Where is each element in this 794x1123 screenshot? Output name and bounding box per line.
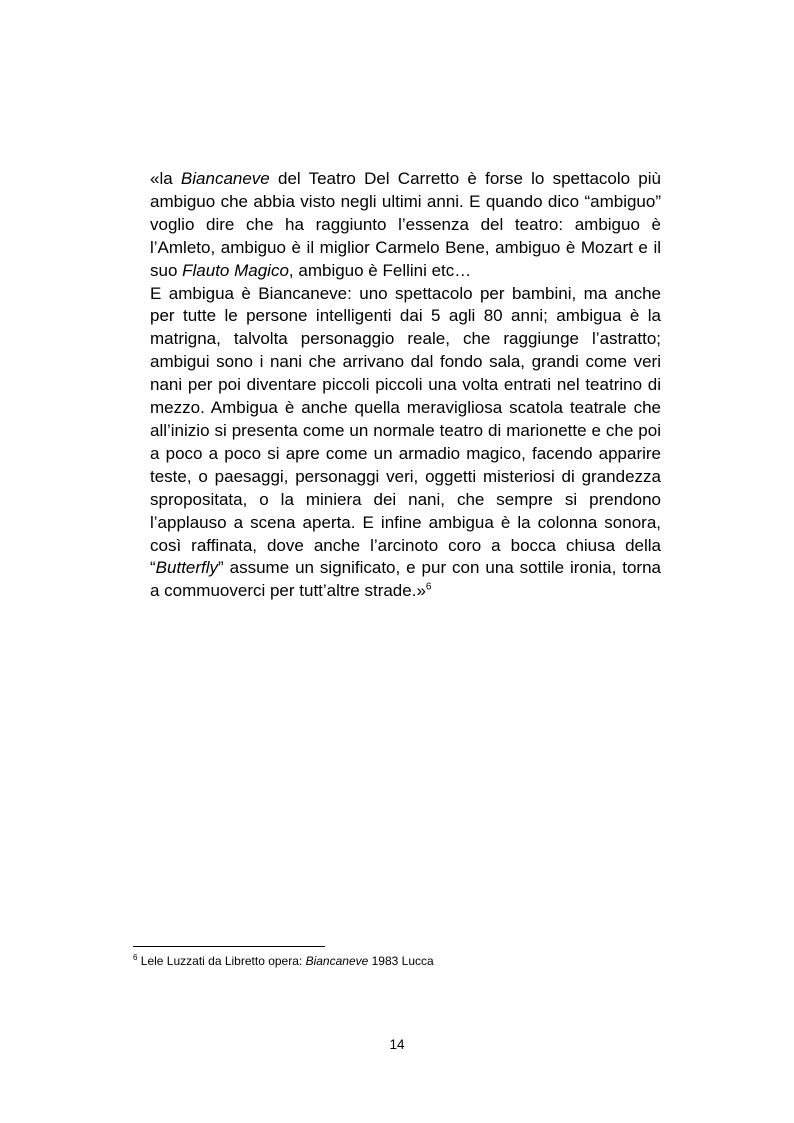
footnote-number: 6 bbox=[133, 953, 138, 962]
footnote-text-1: Lele Luzzati da Libretto opera: bbox=[137, 954, 306, 968]
paragraph-2-text-2: ” assume un significato, e pur con una sottile ironia, torna a commuoverci per tutt’altre strade.» bbox=[150, 558, 661, 601]
paragraph-1-text-3: , ambiguo è Fellini etc… bbox=[288, 260, 472, 280]
title-butterfly: Butterfly bbox=[155, 558, 219, 578]
footnote-reference[interactable]: 6 bbox=[425, 581, 432, 593]
paragraph-2 bbox=[150, 283, 661, 604]
body-text bbox=[150, 168, 661, 603]
footnote-text-2: 1983 Lucca bbox=[368, 954, 434, 968]
paragraph-1-text-1: «la bbox=[150, 169, 181, 188]
footnote bbox=[133, 954, 661, 969]
title-biancaneve: Biancaneve bbox=[180, 169, 270, 188]
title-flauto-magico: Flauto Magico bbox=[182, 260, 289, 280]
paragraph-2-text-1: E ambigua è Biancaneve: uno spettacolo per bambini, ma anche per tutte le persone intelligenti dai 5 agli 80 anni; ambigua è la matrigna, talvolta personaggio reale, che raggiunge l’astratto; ambigui sono i nani che arrivano dal fondo sala, grandi come veri nani per poi diventare piccoli piccoli una volta entrati nel teatrino di mezzo. Ambigua è anche quella meravigliosa scatola teatrale che all’inizio si presenta come un normale teatro di marionette e che poi a poco a poco si apre come un armadio magico, facendo apparire teste, o paesaggi, personaggi veri, oggetti misteriosi di grandezza spropositata, o la miniera dei nani, che sempre si prendono l’applauso a scena aperta. E infine ambigua è la colonna sonora, così raffinata, dove anche l’arcinoto coro a bocca chiusa della “ bbox=[150, 283, 661, 578]
footnote-separator bbox=[133, 946, 325, 947]
page-number: 14 bbox=[389, 1037, 405, 1052]
footnote-title-biancaneve: Biancaneve bbox=[305, 954, 369, 968]
paragraph-1-text-2: del Teatro Del Carretto è forse lo spettacolo più ambiguo che abbia visto negli ultimi anni. E quando dico “ambiguo” voglio dire che ha raggiunto l’essenza del teatro: ambiguo è l’Amleto, ambiguo è il miglior Carmelo Bene, ambiguo è Mozart e il suo bbox=[150, 169, 661, 280]
paragraph-1 bbox=[150, 168, 661, 283]
